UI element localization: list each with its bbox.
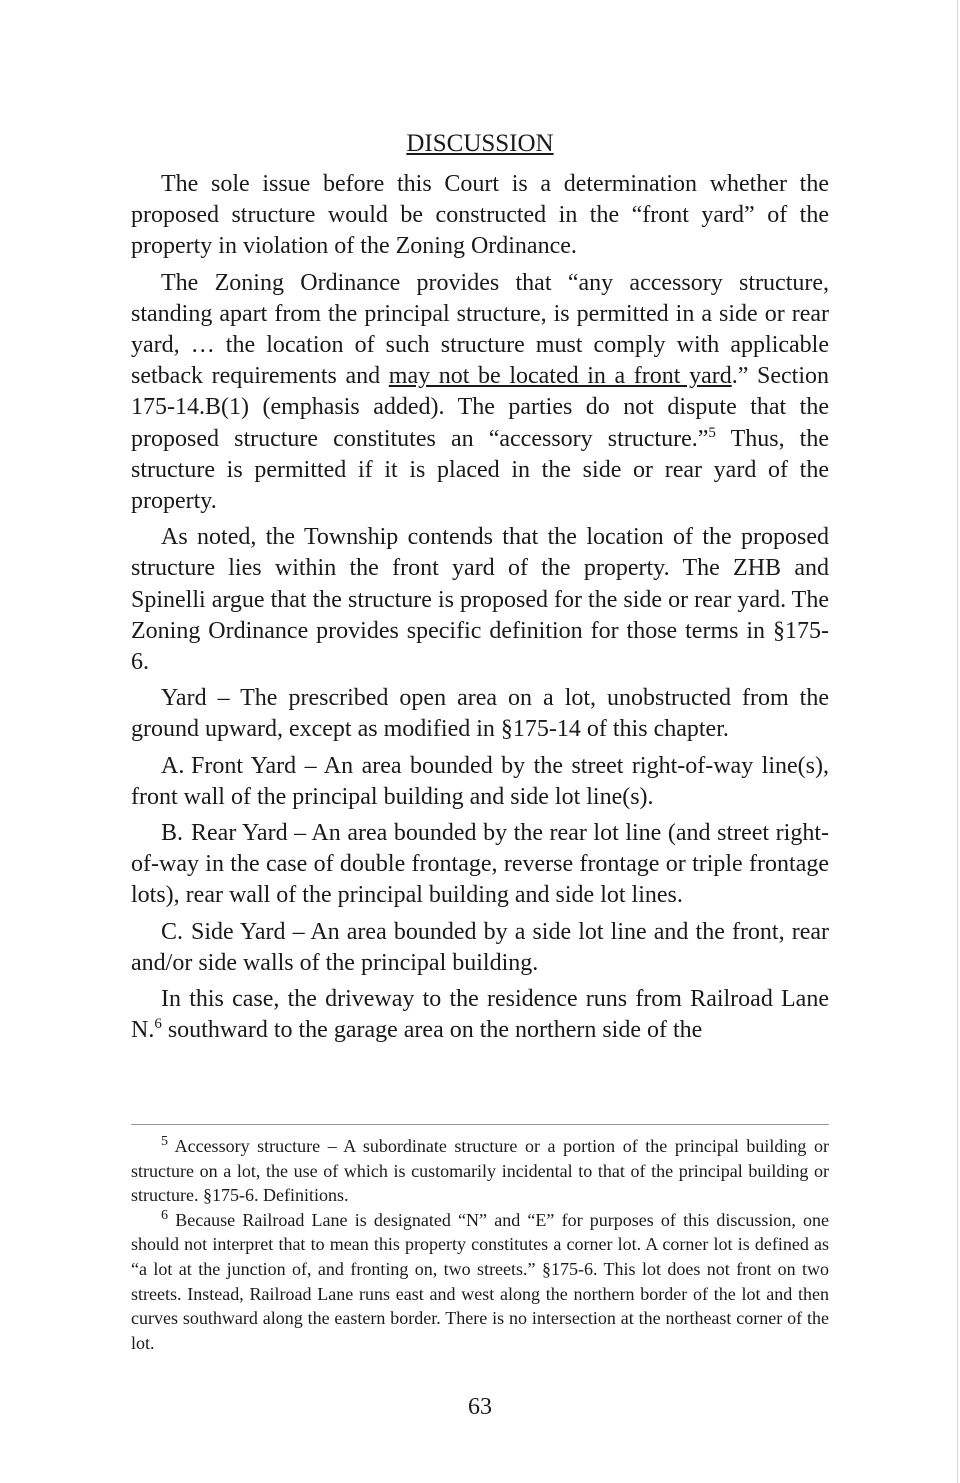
text-span: The Zoning Ordinance provides that “any accessory structure, standing apart from the principal structure, is permitted in a side or rear yard, … the location of such structure must comply with applicable setback requirements and: [131, 269, 829, 390]
text-span: .” Section 175-14.B(1) (emphasis added). The parties do not dispute that the proposed structure constitutes an “accessory structure.”: [131, 363, 830, 452]
footnote-ref: 5: [708, 424, 716, 441]
definition-rear-yard: [131, 818, 829, 912]
item-text: Front Yard – An area bounded by the street right-of-way line(s), front wall of the principal building and side lot line(s).: [131, 752, 829, 810]
page-number: 63: [468, 1394, 492, 1420]
footnote-number: 5: [161, 1134, 168, 1149]
text-span: Thus, the structure is permitted if it is placed in the side or rear yard of the property.: [131, 425, 830, 515]
item-text: Side Yard – An area bounded by a side lot line and the front, rear and/or side walls of the principal building.: [131, 918, 829, 976]
page-edge: [957, 0, 958, 1483]
section-heading: DISCUSSION: [406, 130, 554, 157]
definition-side-yard: [131, 917, 829, 979]
footnote-ref: 6: [154, 1016, 162, 1033]
footnote: [131, 1134, 829, 1208]
item-text: Rear Yard – An area bounded by the rear lot line (and street right-of-way in the case of double frontage, reverse frontage or triple frontage lots), rear wall of the principal building and side lot lines.: [131, 820, 829, 909]
text-span: southward to the garage area on the northern side of the: [161, 1017, 703, 1044]
footnote-number: 6: [161, 1207, 168, 1223]
definition-yard: Yard – The prescribed open area on a lot, unobstructed from the ground upward, except as modified in §175-14 of this chapter.: [131, 685, 829, 743]
footnote: [131, 1208, 829, 1356]
body-text: [131, 169, 829, 1051]
footnote-divider: [131, 1124, 829, 1125]
footnotes: [131, 1134, 829, 1355]
footnote-text: Because Railroad Lane is designated “N” and “E” for purposes of this discussion, one should not interpret that to mean this property constitutes a corner lot. A corner lot is defined as “a lot at the junction of, and fronting on, two streets.” §175-6. This lot does not front on two streets. Instead, Railroad Lane runs east and west along the northern border of the lot and then curves southward along the eastern border. There is no intersection at the northeast corner of the lot.: [131, 1209, 830, 1353]
paragraph: The sole issue before this Court is a determination whether the proposed structure would be constructed in the “front yard” of the property in violation of the Zoning Ordinance.: [131, 171, 829, 260]
item-letter: B.: [161, 820, 184, 847]
item-letter: A.: [161, 752, 185, 779]
definition-front-yard: [131, 751, 829, 813]
paragraph: [131, 268, 829, 518]
paragraph: As noted, the Township contends that the location of the proposed structure lies within the front yard of the property. The ZHB and Spinelli argue that the structure is proposed for the side or rear yard. The Zoning Ordinance provides specific definition for those terms in §175-6.: [131, 524, 829, 676]
footnote-text: Accessory structure – A subordinate structure or a portion of the principal building or structure on a lot, the use of which is customarily incidental to that of the principal building or structure. §175-6. Definitions.: [131, 1136, 829, 1206]
item-letter: C.: [161, 918, 184, 945]
text-span: In this case, the driveway to the residence runs from Railroad Lane N.: [131, 986, 829, 1044]
paragraph: [131, 984, 829, 1046]
emphasized-text: may not be located in a front yard: [388, 363, 732, 390]
